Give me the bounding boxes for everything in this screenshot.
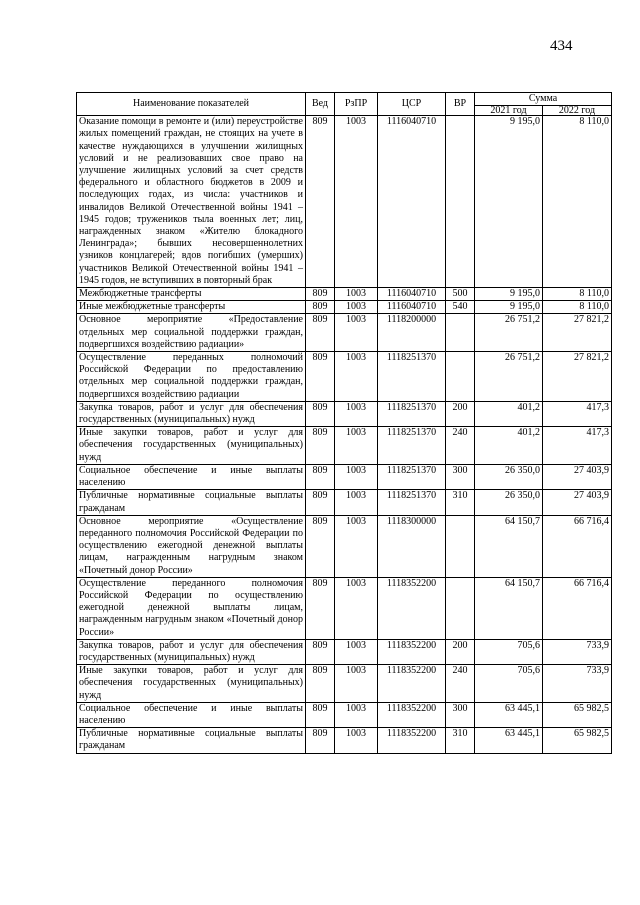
row-ved-cell: 809: [306, 665, 335, 703]
row-sum-2022-cell: 66 716,4: [543, 515, 612, 577]
row-csr-cell: 1118352200: [378, 728, 446, 753]
row-sum-2021-cell: 705,6: [475, 665, 543, 703]
table-row: [77, 288, 612, 301]
row-csr-cell: 1116040710: [378, 301, 446, 314]
row-vr-cell: 240: [446, 427, 475, 465]
table-row: [77, 702, 612, 727]
row-vr-cell: 540: [446, 301, 475, 314]
table-body: [77, 116, 612, 753]
row-csr-cell: 1118251370: [378, 401, 446, 426]
header-year-2022: 2022 год: [543, 106, 612, 116]
table-row: [77, 401, 612, 426]
header-vr: ВР: [446, 93, 475, 116]
row-rzpr-cell: 1003: [335, 427, 378, 465]
table-row: [77, 728, 612, 753]
row-rzpr-cell: 1003: [335, 665, 378, 703]
row-sum-2021-cell: 26 350,0: [475, 464, 543, 489]
row-sum-2022-cell: 8 110,0: [543, 116, 612, 288]
table-row: [77, 352, 612, 402]
row-ved-cell: 809: [306, 639, 335, 664]
table-row: [77, 464, 612, 489]
row-name-cell: Оказание помощи в ремонте и (или) переустройстве жилых помещений граждан, не стоящих на учете в качестве нуждающихся в улучшении жилищных условий и не реализовавших свое право на улучшение жилищных условий за счет средств федерального и областного бюджетов в 2009 и последующих годах, из числа: участников и инвалидов Великой Отечественной войны 1941 – 1945 годов; тружеников тыла военных лет; лиц, награжденных знаком «Жителю блокадного Ленинграда»; бывших несовершеннолетних узников концлагерей; вдов погибших (умерших) участников Великой Отечественной войны 1941 – 1945 годов, не вступивших в повторный брак: [77, 116, 306, 288]
row-sum-2021-cell: 401,2: [475, 427, 543, 465]
row-vr-cell: [446, 314, 475, 352]
header-sum: Сумма: [475, 93, 612, 106]
row-sum-2021-cell: 63 445,1: [475, 702, 543, 727]
row-sum-2022-cell: 8 110,0: [543, 288, 612, 301]
row-rzpr-cell: 1003: [335, 702, 378, 727]
row-sum-2021-cell: 705,6: [475, 639, 543, 664]
row-rzpr-cell: 1003: [335, 116, 378, 288]
header-ved: Вед: [306, 93, 335, 116]
row-sum-2021-cell: 9 195,0: [475, 288, 543, 301]
row-rzpr-cell: 1003: [335, 352, 378, 402]
row-sum-2022-cell: 27 821,2: [543, 314, 612, 352]
row-rzpr-cell: 1003: [335, 401, 378, 426]
row-sum-2021-cell: 26 350,0: [475, 490, 543, 515]
row-ved-cell: 809: [306, 515, 335, 577]
row-vr-cell: 200: [446, 639, 475, 664]
row-csr-cell: 1118251370: [378, 490, 446, 515]
table-row: [77, 490, 612, 515]
row-csr-cell: 1118352200: [378, 702, 446, 727]
table-row: [77, 577, 612, 639]
page-number: 434: [550, 38, 573, 54]
row-sum-2022-cell: 8 110,0: [543, 301, 612, 314]
row-name-cell: Основное мероприятие «Предоставление отдельных мер социальной поддержки граждан, подвергшихся воздействию радиации»: [77, 314, 306, 352]
table-row: [77, 314, 612, 352]
row-csr-cell: 1118251370: [378, 427, 446, 465]
row-vr-cell: [446, 515, 475, 577]
row-ved-cell: 809: [306, 427, 335, 465]
table-row: [77, 665, 612, 703]
row-rzpr-cell: 1003: [335, 490, 378, 515]
row-ved-cell: 809: [306, 352, 335, 402]
row-rzpr-cell: 1003: [335, 515, 378, 577]
row-ved-cell: 809: [306, 577, 335, 639]
row-vr-cell: 300: [446, 702, 475, 727]
row-sum-2022-cell: 65 982,5: [543, 702, 612, 727]
row-sum-2021-cell: 26 751,2: [475, 352, 543, 402]
table-header: [77, 93, 612, 116]
row-sum-2022-cell: 417,3: [543, 427, 612, 465]
row-vr-cell: [446, 352, 475, 402]
table-row: [77, 301, 612, 314]
row-vr-cell: 310: [446, 490, 475, 515]
row-rzpr-cell: 1003: [335, 728, 378, 753]
row-vr-cell: 300: [446, 464, 475, 489]
row-sum-2022-cell: 27 403,9: [543, 464, 612, 489]
table-row: [77, 639, 612, 664]
header-name: Наименование показателей: [77, 93, 306, 116]
header-csr: ЦСР: [378, 93, 446, 116]
row-ved-cell: 809: [306, 288, 335, 301]
row-ved-cell: 809: [306, 401, 335, 426]
row-name-cell: Иные межбюджетные трансферты: [77, 301, 306, 314]
row-name-cell: Закупка товаров, работ и услуг для обеспечения государственных (муниципальных) нужд: [77, 639, 306, 664]
row-name-cell: Основное мероприятие «Осуществление переданного полномочия Российской Федерации по осуществлению ежегодной денежной выплаты лицам, награжденным нагрудным знаком «Почетный донор России»: [77, 515, 306, 577]
row-vr-cell: 240: [446, 665, 475, 703]
row-sum-2021-cell: 64 150,7: [475, 515, 543, 577]
row-csr-cell: 1118352200: [378, 639, 446, 664]
row-name-cell: Иные закупки товаров, работ и услуг для обеспечения государственных (муниципальных) нужд: [77, 665, 306, 703]
row-ved-cell: 809: [306, 702, 335, 727]
row-ved-cell: 809: [306, 116, 335, 288]
row-csr-cell: 1116040710: [378, 116, 446, 288]
row-name-cell: Межбюджетные трансферты: [77, 288, 306, 301]
row-sum-2021-cell: 401,2: [475, 401, 543, 426]
row-vr-cell: [446, 116, 475, 288]
row-sum-2022-cell: 27 403,9: [543, 490, 612, 515]
row-sum-2022-cell: 733,9: [543, 665, 612, 703]
row-sum-2022-cell: 27 821,2: [543, 352, 612, 402]
row-csr-cell: 1116040710: [378, 288, 446, 301]
row-csr-cell: 1118300000: [378, 515, 446, 577]
row-name-cell: Социальное обеспечение и иные выплаты населению: [77, 702, 306, 727]
row-rzpr-cell: 1003: [335, 639, 378, 664]
row-rzpr-cell: 1003: [335, 577, 378, 639]
table-row: [77, 116, 612, 288]
table-row: [77, 515, 612, 577]
row-rzpr-cell: 1003: [335, 464, 378, 489]
row-sum-2021-cell: 64 150,7: [475, 577, 543, 639]
row-csr-cell: 1118352200: [378, 665, 446, 703]
row-ved-cell: 809: [306, 490, 335, 515]
row-rzpr-cell: 1003: [335, 301, 378, 314]
row-sum-2021-cell: 26 751,2: [475, 314, 543, 352]
header-year-2021: 2021 год: [475, 106, 543, 116]
row-csr-cell: 1118251370: [378, 352, 446, 402]
row-csr-cell: 1118251370: [378, 464, 446, 489]
row-ved-cell: 809: [306, 464, 335, 489]
budget-table: [76, 92, 612, 754]
row-csr-cell: 1118352200: [378, 577, 446, 639]
row-ved-cell: 809: [306, 301, 335, 314]
row-sum-2021-cell: 9 195,0: [475, 116, 543, 288]
row-name-cell: Публичные нормативные социальные выплаты гражданам: [77, 490, 306, 515]
row-name-cell: Социальное обеспечение и иные выплаты населению: [77, 464, 306, 489]
row-sum-2022-cell: 66 716,4: [543, 577, 612, 639]
row-name-cell: Публичные нормативные социальные выплаты гражданам: [77, 728, 306, 753]
row-ved-cell: 809: [306, 728, 335, 753]
table-row: [77, 427, 612, 465]
row-sum-2022-cell: 417,3: [543, 401, 612, 426]
row-vr-cell: 310: [446, 728, 475, 753]
row-sum-2021-cell: 63 445,1: [475, 728, 543, 753]
row-csr-cell: 1118200000: [378, 314, 446, 352]
row-vr-cell: [446, 577, 475, 639]
row-name-cell: Осуществление переданных полномочий Российской Федерации по предоставлению отдельных мер социальной поддержки граждан, подвергшихся воздействию радиации: [77, 352, 306, 402]
row-name-cell: Закупка товаров, работ и услуг для обеспечения государственных (муниципальных) нужд: [77, 401, 306, 426]
row-vr-cell: 200: [446, 401, 475, 426]
row-ved-cell: 809: [306, 314, 335, 352]
header-rzpr: РзПР: [335, 93, 378, 116]
row-sum-2022-cell: 65 982,5: [543, 728, 612, 753]
row-rzpr-cell: 1003: [335, 288, 378, 301]
row-rzpr-cell: 1003: [335, 314, 378, 352]
row-name-cell: Осуществление переданного полномочия Российской Федерации по осуществлению ежегодной денежной выплаты лицам, награжденным нагрудным знаком «Почетный донор России»: [77, 577, 306, 639]
row-sum-2022-cell: 733,9: [543, 639, 612, 664]
row-vr-cell: 500: [446, 288, 475, 301]
row-sum-2021-cell: 9 195,0: [475, 301, 543, 314]
row-name-cell: Иные закупки товаров, работ и услуг для обеспечения государственных (муниципальных) нужд: [77, 427, 306, 465]
